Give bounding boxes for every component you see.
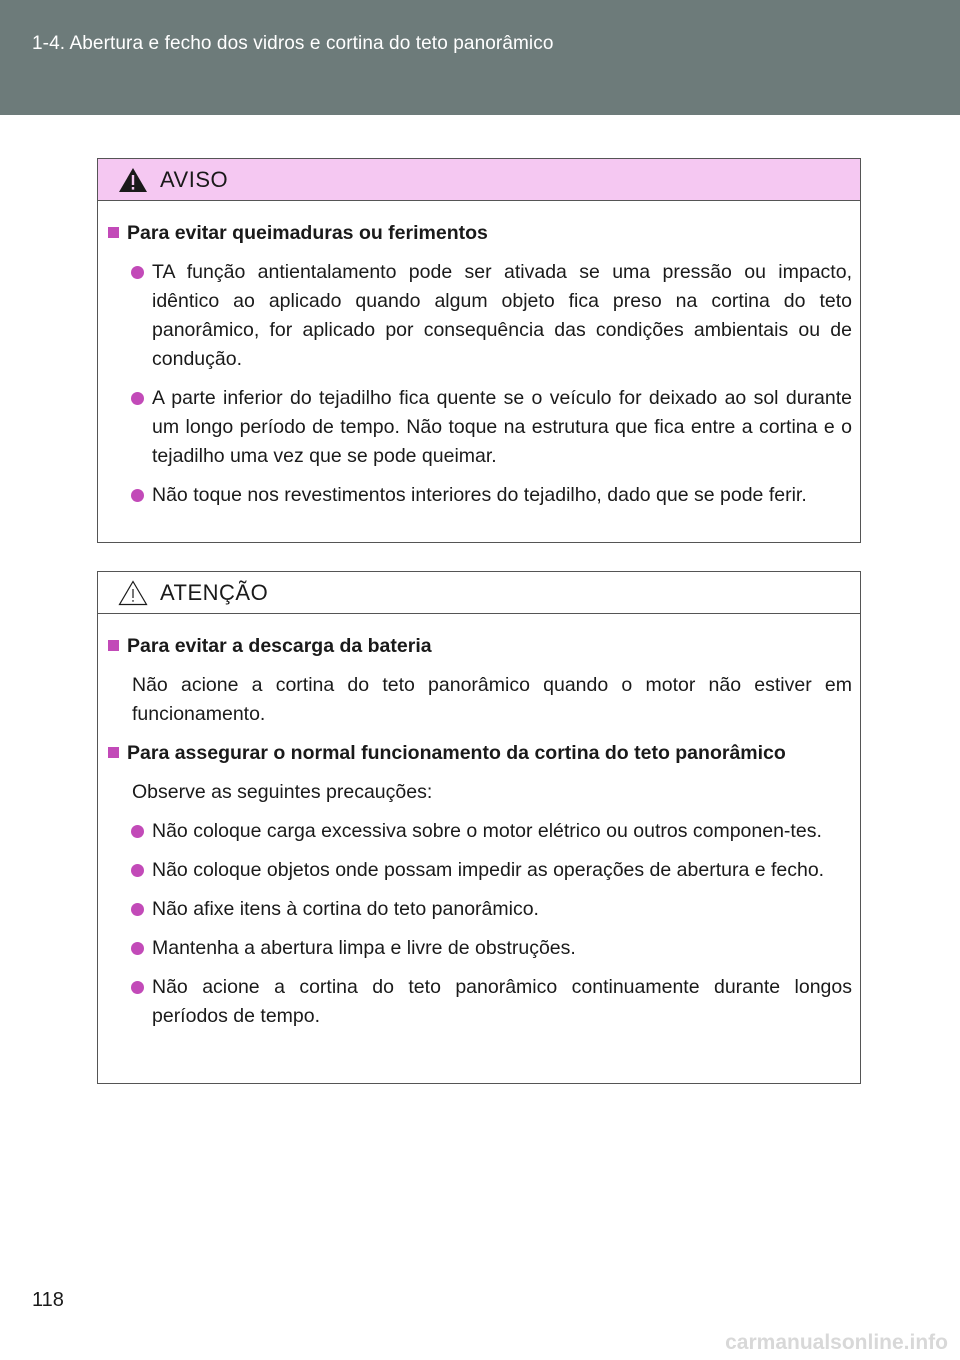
section-heading: [108, 739, 852, 768]
list-item-text: Mantenha a abertura limpa e livre de obstruções.: [152, 937, 576, 959]
round-bullet-icon: [131, 981, 144, 994]
paragraph: Observe as seguintes precauções:: [132, 781, 433, 803]
list-item-text: Não acione a cortina do teto panorâmico continuamente durante longos períodos de tempo.: [152, 976, 852, 1027]
caution-box-body: [98, 614, 860, 1031]
list-item: [131, 895, 852, 924]
list-item: [131, 973, 852, 1031]
warning-box: [97, 158, 861, 543]
warning-triangle-filled-icon: [118, 167, 148, 193]
heading-text: Para assegurar o normal funcionamento da cortina do teto panorâmico: [127, 742, 786, 764]
caution-box: [97, 571, 861, 1084]
list-item-text: Não coloque objetos onde possam impedir as operações de abertura e fecho.: [152, 859, 825, 881]
heading-text: Para evitar a descarga da bateria: [127, 635, 432, 657]
heading-text: Para evitar queimaduras ou ferimentos: [127, 222, 488, 244]
square-bullet-icon: [108, 640, 119, 651]
round-bullet-icon: [131, 392, 144, 405]
warning-box-body: [98, 201, 860, 510]
header-title: 1-4. Abertura e fecho dos vidros e cortina do teto panorâmico: [32, 33, 554, 54]
list-item-text: Não toque nos revestimentos interiores do tejadilho, dado que se pode ferir.: [152, 484, 807, 506]
square-bullet-icon: [108, 747, 119, 758]
list-item-text: A parte inferior do tejadilho fica quente se o veículo for deixado ao sol durante um longo período de tempo. Não toque na estrutura que fica entre a cortina e o tejadilho uma vez que se pode queimar.: [152, 387, 852, 467]
round-bullet-icon: [131, 942, 144, 955]
round-bullet-icon: [131, 903, 144, 916]
list-item: [131, 856, 852, 885]
round-bullet-icon: [131, 825, 144, 838]
section-heading: [108, 219, 852, 248]
list-item: [131, 384, 852, 471]
list-item-text: Não afixe itens à cortina do teto panorâmico.: [152, 898, 539, 920]
list-item: [131, 934, 852, 963]
warning-label: AVISO: [160, 166, 229, 192]
section-heading: [108, 632, 852, 661]
caution-label: ATENÇÃO: [160, 579, 269, 605]
round-bullet-icon: [131, 864, 144, 877]
warning-triangle-outline-icon: [118, 580, 148, 606]
list-item-text: TA função antientalamento pode ser ativada se uma pressão ou impacto, idêntico ao aplicado quando algum objeto fica preso na cortina do teto panorâmico, for aplicado por consequência das condições ambientais ou de condução.: [152, 261, 852, 370]
list-item: [131, 258, 852, 374]
square-bullet-icon: [108, 227, 119, 238]
watermark: carmanualsonline.info: [725, 1331, 948, 1354]
round-bullet-icon: [131, 266, 144, 279]
paragraph: Não acione a cortina do teto panorâmico quando o motor não estiver em funcionamento.: [132, 674, 852, 725]
list-item-text: Não coloque carga excessiva sobre o motor elétrico ou outros componen-tes.: [152, 820, 822, 842]
page-number: 118: [32, 1289, 64, 1311]
warning-box-header: [98, 159, 860, 201]
caution-box-header: [98, 572, 860, 614]
list-item: [131, 481, 852, 510]
round-bullet-icon: [131, 489, 144, 502]
list-item: [131, 817, 852, 846]
page-header: [0, 0, 960, 115]
